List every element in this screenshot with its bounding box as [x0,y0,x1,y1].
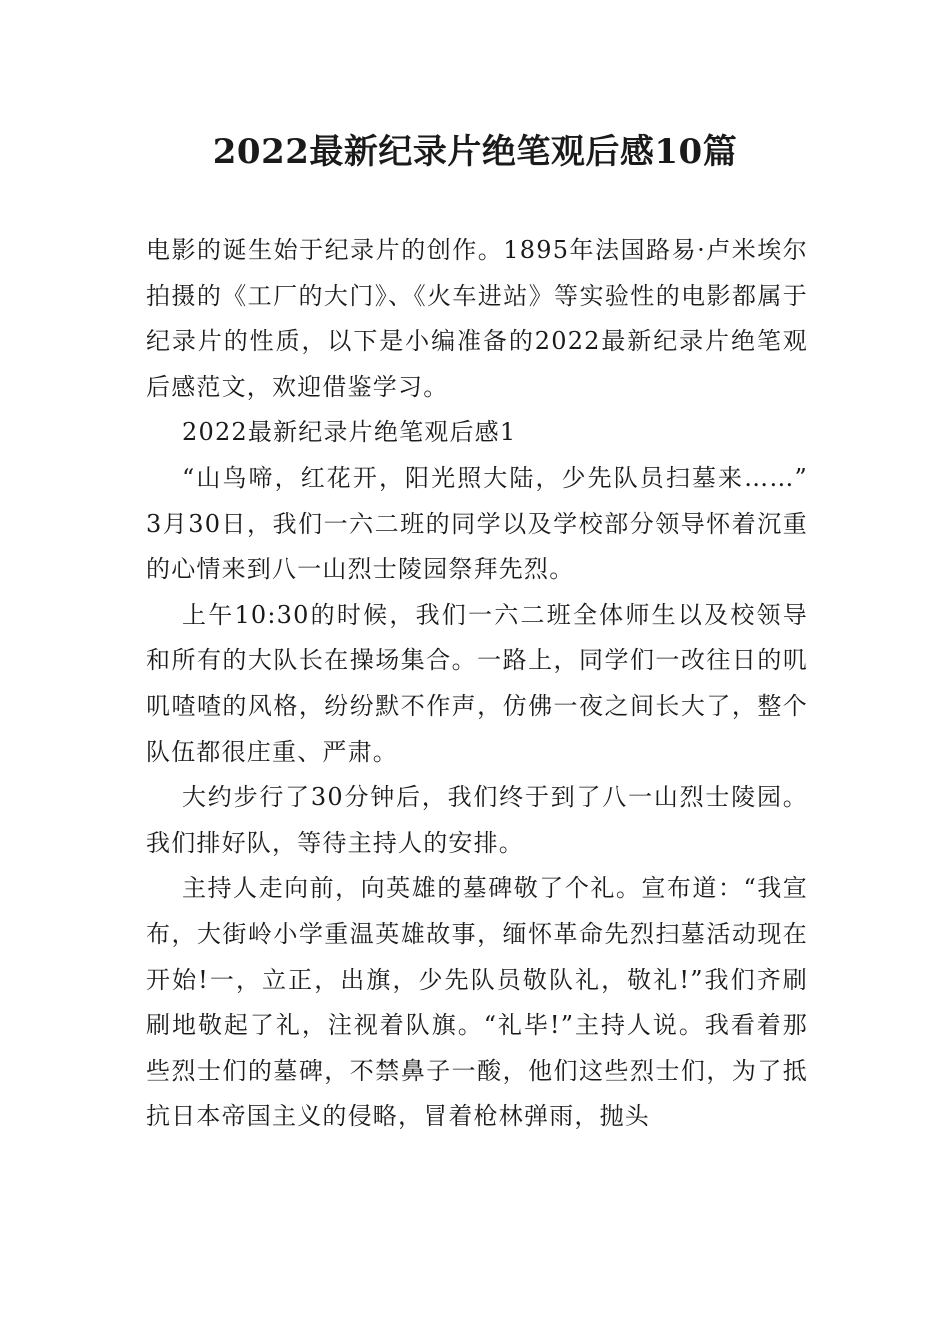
body-paragraph: “山鸟啼，红花开，阳光照大陆，少先队员扫墓来……” 3月30日，我们一六二班的同学以及学校部分领导怀着沉重的心情来到八一山烈士陵园祭拜先烈。 [146,463,808,584]
body-paragraph: 大约步行了30分钟后，我们终于到了八一山烈士陵园。我们排好队，等待主持人的安排。 [146,783,808,857]
intro-paragraph: 电影的诞生始于纪录片的创作。1895年法国路易·卢米埃尔拍摄的《工厂的大门》、《火车进站》等实验性的电影都属于纪录片的性质，以下是小编准备的2022最新纪录片绝笔观后感范文，欢迎借鉴学习。 [146,236,808,401]
section-heading: 2022最新纪录片绝笔观后感1 [182,418,517,447]
document-title: 2022最新纪录片绝笔观后感10篇 [212,132,738,172]
body-paragraph: 主持人走向前，向英雄的墓碑敬了个礼。宣布道：“我宣布，大街岭小学重温英雄故事，缅怀革命先烈扫墓活动现在开始!一，立正，出旗，少先队员敬队礼，敬礼!”我们齐刷刷地敬起了礼，注视着队旗。“礼毕!”主持人说。我看着那些烈士们的墓碑，不禁鼻子一酸，他们这些烈士们，为了抵抗日本帝国主义的侵略，冒着枪林弹雨，抛头 [146,874,808,1131]
body-paragraph: 上午10:30的时候，我们一六二班全体师生以及校领导和所有的大队长在操场集合。一路上，同学们一改往日的叽叽喳喳的风格，纷纷默不作声，仿佛一夜之间长大了，整个队伍都很庄重、严肃。 [146,600,808,766]
document-body [146,228,808,1140]
